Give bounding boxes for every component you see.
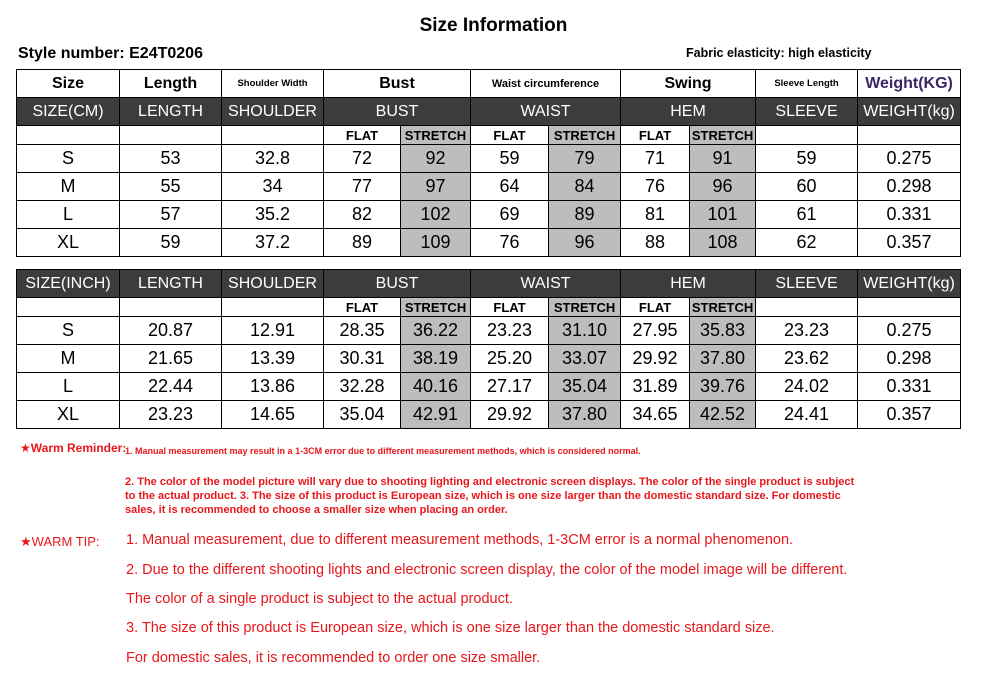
table-row (17, 201, 961, 229)
page-title: Size Information (419, 15, 568, 36)
size-table-inch (16, 269, 961, 429)
cell-weight: 0.298 (858, 173, 961, 201)
cell-weight: 0.331 (858, 373, 961, 401)
cell-shoulder: 32.8 (222, 145, 324, 173)
header-shoulder: Shoulder Width (222, 70, 324, 98)
cell-sleeve: 60 (756, 173, 858, 201)
cell-shoulder: 13.39 (222, 345, 324, 373)
label-stretch: STRETCH (690, 298, 756, 317)
header-row (17, 70, 961, 98)
cell-bust-stretch: 97 (401, 173, 471, 201)
cell-size: L (17, 201, 120, 229)
cell-bust-flat: 89 (324, 229, 401, 257)
cell-length: 22.44 (120, 373, 222, 401)
reminder-label-text: ★Warm Reminder: (20, 441, 127, 455)
fabric-elasticity: Fabric elasticity: high elasticity (686, 46, 872, 60)
warm-tip-line: The color of a single product is subject to the actual product. (126, 591, 513, 607)
cell-bust-flat: 30.31 (324, 345, 401, 373)
cell-waist-stretch: 84 (549, 173, 621, 201)
cell-weight: 0.275 (858, 145, 961, 173)
cell-bust-flat: 28.35 (324, 317, 401, 345)
cell-hem-flat: 76 (621, 173, 690, 201)
cell-bust-stretch: 38.19 (401, 345, 471, 373)
label-hem: HEM (621, 98, 756, 126)
cell-bust-flat: 32.28 (324, 373, 401, 401)
inch-rows (17, 317, 961, 429)
table-row (17, 317, 961, 345)
label-flat: FLAT (471, 298, 549, 317)
cell-hem-flat: 81 (621, 201, 690, 229)
column-label-row (17, 270, 961, 298)
cell-size: S (17, 145, 120, 173)
label-bust: BUST (324, 270, 471, 298)
cell-weight: 0.275 (858, 317, 961, 345)
cell-bust-stretch: 36.22 (401, 317, 471, 345)
label-length: LENGTH (120, 98, 222, 126)
cell-sleeve: 24.02 (756, 373, 858, 401)
header-swing: Swing (621, 70, 756, 98)
cell-hem-flat: 88 (621, 229, 690, 257)
cell-sleeve: 62 (756, 229, 858, 257)
cell-shoulder: 34 (222, 173, 324, 201)
cell-bust-flat: 72 (324, 145, 401, 173)
cell-waist-flat: 69 (471, 201, 549, 229)
cell-bust-flat: 35.04 (324, 401, 401, 429)
warm-tip-line: For domestic sales, it is recommended to order one size smaller. (126, 650, 541, 666)
cell-waist-stretch: 89 (549, 201, 621, 229)
cell-hem-flat: 34.65 (621, 401, 690, 429)
cell-hem-stretch: 91 (690, 145, 756, 173)
label-shoulder: SHOULDER (222, 98, 324, 126)
cell-waist-stretch: 33.07 (549, 345, 621, 373)
label-shoulder: SHOULDER (222, 270, 324, 298)
cell-size: S (17, 317, 120, 345)
flat-stretch-row (17, 126, 961, 145)
cell-length: 55 (120, 173, 222, 201)
cell-waist-flat: 25.20 (471, 345, 549, 373)
table-row (17, 173, 961, 201)
cell-weight: 0.357 (858, 401, 961, 429)
reminder-note-2: 2. The color of the model picture will vary due to shooting lighting and electronic screen displays. The color of the single product is subject to the actual product. 3. The size of this product is European size, which is one size larger than the domestic standard size. For domestic sales, it is recommended to choose a smaller size when placing an order. (125, 476, 855, 516)
cell-sleeve: 23.23 (756, 317, 858, 345)
cell-waist-stretch: 37.80 (549, 401, 621, 429)
label-sleeve: SLEEVE (756, 98, 858, 126)
column-label-row (17, 98, 961, 126)
cell-size: M (17, 173, 120, 201)
cell-hem-flat: 71 (621, 145, 690, 173)
cell-hem-flat: 29.92 (621, 345, 690, 373)
cell-shoulder: 12.91 (222, 317, 324, 345)
label-bust: BUST (324, 98, 471, 126)
cell-waist-stretch: 96 (549, 229, 621, 257)
warm-tip-line: 3. The size of this product is European size, which is one size larger than the domestic standard size. (126, 620, 775, 636)
cell-hem-stretch: 108 (690, 229, 756, 257)
cell-weight: 0.298 (858, 345, 961, 373)
table-row (17, 229, 961, 257)
label-stretch: STRETCH (549, 298, 621, 317)
warm-tip-line: 1. Manual measurement, due to different measurement methods, 1-3CM error is a normal phenomenon. (126, 532, 794, 548)
label-waist: WAIST (471, 270, 621, 298)
reminder-note-1: 1. Manual measurement may result in a 1-3CM error due to different measurement methods, which is considered normal. (125, 446, 641, 456)
table-row (17, 373, 961, 401)
cell-sleeve: 59 (756, 145, 858, 173)
cell-weight: 0.331 (858, 201, 961, 229)
cell-size: XL (17, 229, 120, 257)
flat-stretch-row (17, 298, 961, 317)
cell-hem-stretch: 37.80 (690, 345, 756, 373)
header-length: Length (120, 70, 222, 98)
table-row (17, 401, 961, 429)
label-stretch: STRETCH (549, 126, 621, 145)
cell-waist-stretch: 31.10 (549, 317, 621, 345)
label-length: LENGTH (120, 270, 222, 298)
cell-length: 53 (120, 145, 222, 173)
cell-hem-stretch: 96 (690, 173, 756, 201)
cell-hem-stretch: 35.83 (690, 317, 756, 345)
cell-bust-flat: 77 (324, 173, 401, 201)
cell-sleeve: 24.41 (756, 401, 858, 429)
cell-length: 59 (120, 229, 222, 257)
label-weight: WEIGHT(kg) (858, 270, 961, 298)
header-size: Size (17, 70, 120, 98)
cell-hem-stretch: 42.52 (690, 401, 756, 429)
reminder-label (20, 441, 126, 456)
label-flat: FLAT (471, 126, 549, 145)
cell-length: 57 (120, 201, 222, 229)
cell-bust-flat: 82 (324, 201, 401, 229)
cell-waist-flat: 59 (471, 145, 549, 173)
cell-size: XL (17, 401, 120, 429)
label-stretch: STRETCH (401, 126, 471, 145)
cell-shoulder: 37.2 (222, 229, 324, 257)
header-bust: Bust (324, 70, 471, 98)
label-flat: FLAT (324, 126, 401, 145)
cell-length: 23.23 (120, 401, 222, 429)
label-flat: FLAT (621, 126, 690, 145)
label-stretch: STRETCH (690, 126, 756, 145)
cell-length: 21.65 (120, 345, 222, 373)
cell-size: L (17, 373, 120, 401)
cell-bust-stretch: 109 (401, 229, 471, 257)
label-hem: HEM (621, 270, 756, 298)
label-flat: FLAT (324, 298, 401, 317)
warm-tip-line: 2. Due to the different shooting lights and electronic screen display, the color of the model image will be different. (126, 562, 848, 578)
cell-waist-stretch: 79 (549, 145, 621, 173)
cell-hem-stretch: 101 (690, 201, 756, 229)
table-row (17, 145, 961, 173)
label-stretch: STRETCH (401, 298, 471, 317)
size-unit-label: SIZE(CM) (17, 98, 120, 126)
cell-hem-flat: 27.95 (621, 317, 690, 345)
cell-hem-stretch: 39.76 (690, 373, 756, 401)
header-waist: Waist circumference (471, 70, 621, 98)
size-unit-label: SIZE(INCH) (17, 270, 120, 298)
cell-shoulder: 35.2 (222, 201, 324, 229)
cell-hem-flat: 31.89 (621, 373, 690, 401)
header-sleeve: Sleeve Length (756, 70, 858, 98)
header-weight: Weight(KG) (858, 70, 961, 98)
cell-waist-flat: 23.23 (471, 317, 549, 345)
cell-sleeve: 61 (756, 201, 858, 229)
style-number: Style number: E24T0206 (18, 45, 203, 62)
label-weight: WEIGHT(kg) (858, 98, 961, 126)
cell-waist-flat: 76 (471, 229, 549, 257)
cm-rows (17, 145, 961, 257)
cell-waist-stretch: 35.04 (549, 373, 621, 401)
cell-waist-flat: 27.17 (471, 373, 549, 401)
cell-bust-stretch: 42.91 (401, 401, 471, 429)
cell-bust-stretch: 92 (401, 145, 471, 173)
cell-waist-flat: 29.92 (471, 401, 549, 429)
cell-bust-stretch: 102 (401, 201, 471, 229)
warm-tip-label: ★WARM TIP: (20, 534, 100, 549)
cell-sleeve: 23.62 (756, 345, 858, 373)
cell-bust-stretch: 40.16 (401, 373, 471, 401)
label-sleeve: SLEEVE (756, 270, 858, 298)
size-table-cm (16, 69, 961, 257)
cell-length: 20.87 (120, 317, 222, 345)
cell-shoulder: 14.65 (222, 401, 324, 429)
cell-size: M (17, 345, 120, 373)
cell-shoulder: 13.86 (222, 373, 324, 401)
label-waist: WAIST (471, 98, 621, 126)
label-flat: FLAT (621, 298, 690, 317)
cell-waist-flat: 64 (471, 173, 549, 201)
table-row (17, 345, 961, 373)
cell-weight: 0.357 (858, 229, 961, 257)
